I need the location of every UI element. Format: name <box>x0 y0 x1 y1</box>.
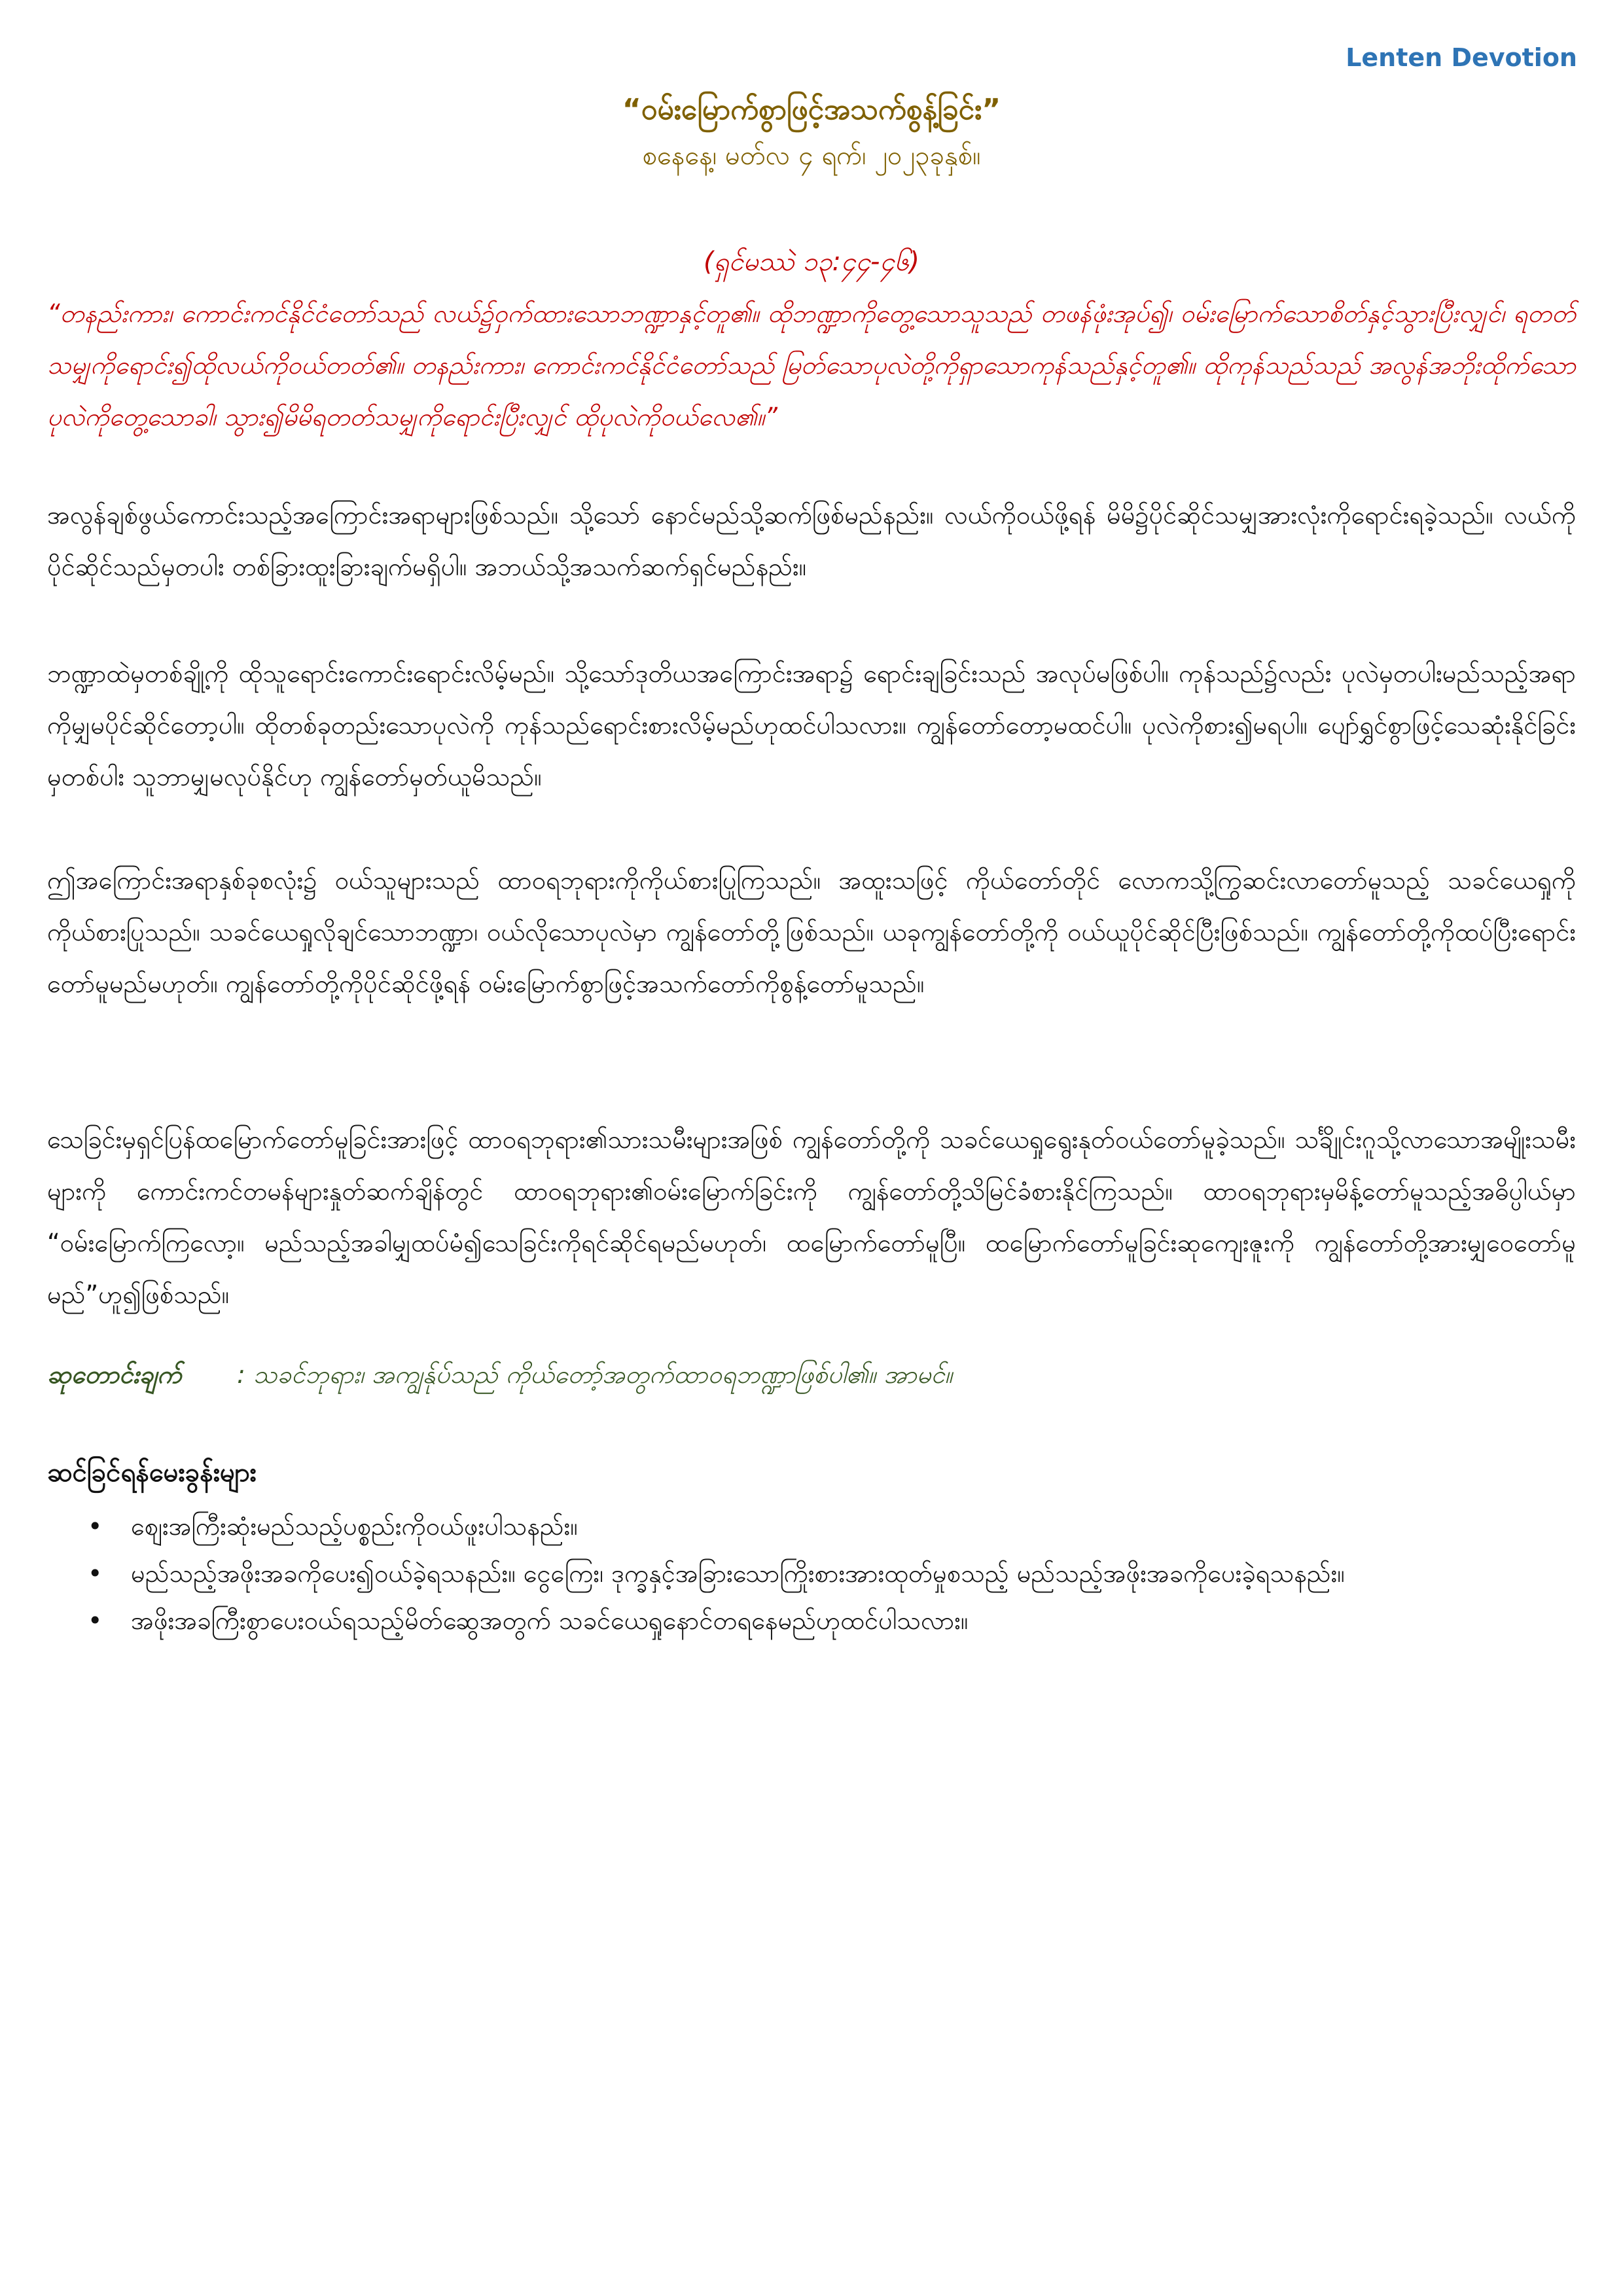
question-text: မည်သည့်အဖိုးအခကိုပေး၍ဝယ်ခဲ့ရသနည်း။ ငွေကြေး၊ ဒုက္ခနှင့်အခြားသောကြိုးစားအားထုတ်မှုစသည့် မည်သည့်အဖိုးအခကိုပေးခဲ့ရသနည်း။ <box>131 1559 1345 1588</box>
header-label: Lenten Devotion <box>1346 43 1577 72</box>
prayer-text: : သခင်ဘုရား၊ အကျွန်ုပ်သည် ကိုယ်တော့်အတွက်ထာဝရဘဏ္ဍာဖြစ်ပါ၏။ အာမင်။ <box>237 1360 953 1389</box>
body-paragraph-1: အလွန်ချစ်ဖွယ်ကောင်းသည့်အကြောင်းအရာများဖြစ်သည်။ သို့သော် နောင်မည်သို့ဆက်ဖြစ်မည်နည်း။ လယ်ကိုဝယ်ဖို့ရန် မိမိ၌ပိုင်ဆိုင်သမျှအားလုံးကိုရောင်းရခဲ့သည်။ လယ်ကိုပိုင်ဆိုင်သည်မှတပါး တစ်ခြားထူးခြားချက်မရှိပါ။ အဘယ်သို့အသက်ဆက်ရှင်မည်နည်း။ <box>47 501 1576 581</box>
bullet-icon: • <box>88 1559 103 1588</box>
questions-list <box>47 1503 1576 1644</box>
devotion-title: “ဝမ်းမြောက်စွာဖြင့်အသက်စွန့်ခြင်း” <box>622 93 1001 126</box>
bullet-icon: • <box>88 1606 103 1635</box>
prayer-label: ဆုတောင်းချက် <box>47 1360 182 1389</box>
list-item <box>47 1597 1576 1644</box>
questions-heading: ဆင်ခြင်ရန်မေးခွန်းများ <box>47 1458 257 1488</box>
devotion-date: စနေနေ့၊ မတ်လ ၄ ရက်၊ ၂၀၂၃ခုနှစ်။ <box>642 141 981 171</box>
bullet-icon: • <box>88 1512 103 1541</box>
question-text: စျေးအကြီးဆုံးမည်သည့်ပစ္စည်းကိုဝယ်ဖူးပါသနည်း။ <box>131 1512 578 1541</box>
list-item <box>47 1550 1576 1597</box>
question-text: အဖိုးအခကြီးစွာပေးဝယ်ရသည့်မိတ်ဆွေအတွက် သခင်ယေရှုနောင်တရနေမည်ဟုထင်ပါသလား။ <box>131 1606 969 1635</box>
body-paragraph-3: ဤအကြောင်းအရာနှစ်ခုစလုံး၌ ဝယ်သူများသည် ထာဝရဘုရားကိုကိုယ်စားပြုကြသည်။ အထူးသဖြင့် ကိုယ်တော်တိုင် လောကသို့ကြွဆင်းလာတော်မူသည့် သခင်ယေရှုကိုကိုယ်စားပြုသည်။ သခင်ယေရှုလိုချင်သောဘဏ္ဍာ၊ ဝယ်လိုသောပုလဲမှာ ကျွန်တော်တို့ဖြစ်သည်။ ယခုကျွန်တော်တို့ကို ဝယ်ယူပိုင်ဆိုင်ပြီးဖြစ်သည်။ ကျွန်တော်တို့ကိုထပ်ပြီးရောင်းတော်မူမည်မဟုတ်။ ကျွန်တော်တို့ကိုပိုင်ဆိုင်ဖို့ရန် ဝမ်းမြောက်စွာဖြင့်အသက်တော်ကိုစွန့်တော်မူသည်။ <box>47 866 1576 998</box>
scripture-reference: (ရှင်မဿဲ ၁၃:၄၄-၄၆) <box>704 247 919 277</box>
body-paragraph-2: ဘဏ္ဍာထဲမှတစ်ချို့ကို ထိုသူရောင်းကောင်းရောင်းလိမ့်မည်။ သို့သော်ဒုတိယအကြောင်းအရာ၌ ရောင်းချခြင်းသည် အလုပ်မဖြစ်ပါ။ ကုန်သည်၌လည်း ပုလဲမှတပါးမည်သည့်အရာကိုမျှမပိုင်ဆိုင်တော့ပါ။ ထိုတစ်ခုတည်းသောပုလဲကို ကုန်သည်ရောင်းစားလိမ့်မည်ဟုထင်ပါသလား။ ကျွန်တော်တော့မထင်ပါ။ ပုလဲကိုစား၍မရပါ။ ပျော်ရွှင်စွာဖြင့်သေဆုံးနိုင်ခြင်းမှတစ်ပါး သူဘာမျှမလုပ်နိုင်ဟု ကျွန်တော်မှတ်ယူမိသည်။ <box>47 659 1576 791</box>
prayer-block <box>47 1355 1576 1394</box>
scripture-text: “တနည်းကား၊ ကောင်းကင်နိုင်ငံတော်သည် လယ်၌ဝှက်ထားသောဘဏ္ဍာနှင့်တူ၏။ ထိုဘဏ္ဍာကိုတွေ့သောသူသည် တဖန်ဖုံးအုပ်၍၊ ဝမ်းမြောက်သောစိတ်နှင့်သွားပြီးလျှင်၊ ရတတ်သမျှကိုရောင်း၍ထိုလယ်ကိုဝယ်တတ်၏။ တနည်းကား၊ ကောင်းကင်နိုင်ငံတော်သည် မြတ်သောပုလဲတို့ကိုရှာသောကုန်သည်နှင့်တူ၏။ ထိုကုန်သည်သည် အလွန်အဘိုးထိုက်သောပုလဲကိုတွေ့သောခါ၊ သွား၍မိမိရတတ်သမျှကိုရောင်းပြီးလျှင် ထိုပုလဲကိုဝယ်လေ၏။” <box>47 299 1576 431</box>
body-paragraph-4: သေခြင်းမှရှင်ပြန်ထမြောက်တော်မူခြင်းအားဖြင့် ထာဝရဘုရား၏သားသမီးများအဖြစ် ကျွန်တော်တို့ကို သခင်ယေရှုရွေးနုတ်ဝယ်တော်မူခဲ့သည်။ သင်္ချိုင်းဂူသို့လာသောအမျိုးသမီးများကို ကောင်းကင်တမန်များနှုတ်ဆက်ချိန်တွင် ထာဝရဘုရား၏ဝမ်းမြောက်ခြင်းကို ကျွန်တော်တို့သိမြင်ခံစားနိုင်ကြသည်။ ထာဝရဘုရားမှမိန့်တော်မူသည့်အဓိပ္ပါယ်မှာ “ဝမ်းမြောက်ကြလော့။ မည်သည့်အခါမျှထပ်မံ၍သေခြင်းကိုရင်ဆိုင်ရမည်မဟုတ်၊ ထမြောက်တော်မူပြီ။ ထမြောက်တော်မူခြင်းဆုကျေးဇူးကို ကျွန်တော်တို့အားမျှဝေတော်မူမည်”ဟူ၍ဖြစ်သည်။ <box>47 1125 1576 1309</box>
list-item <box>47 1503 1576 1550</box>
